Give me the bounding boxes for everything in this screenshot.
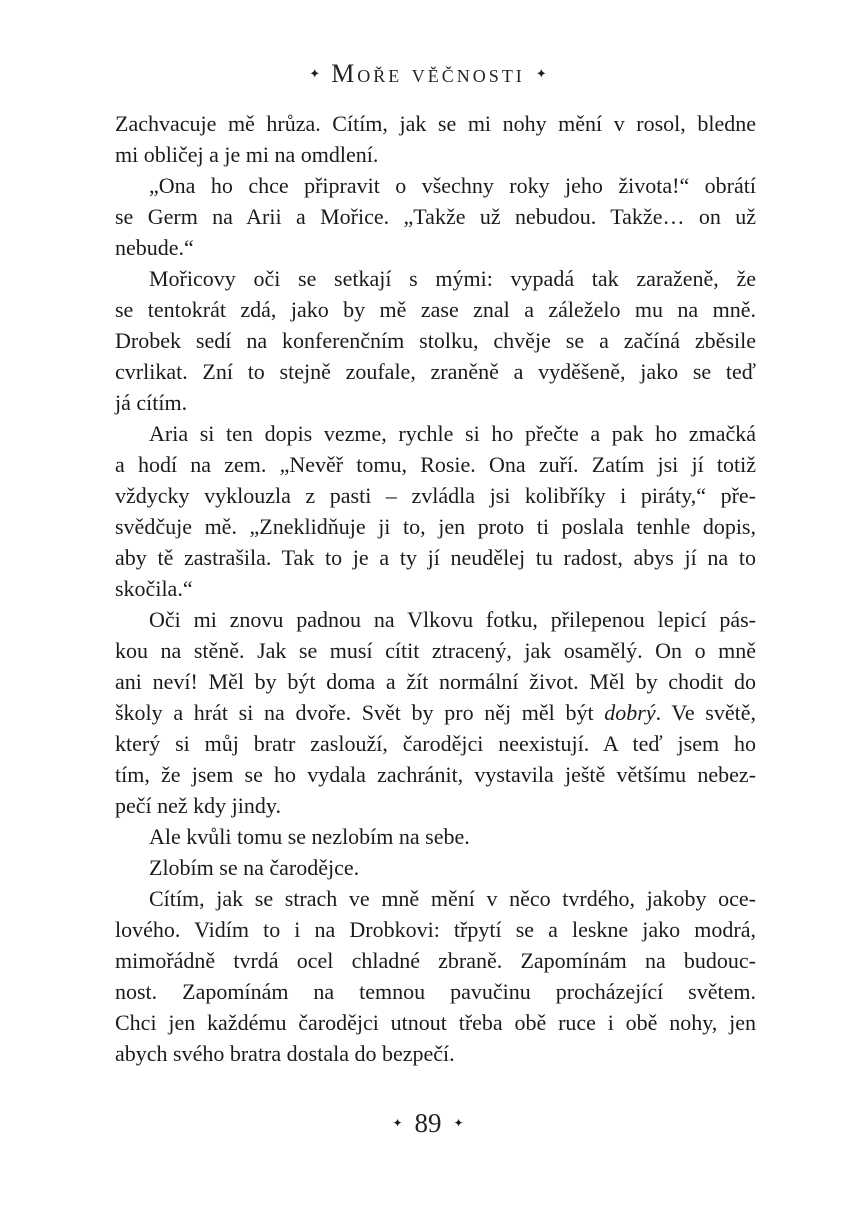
text-line: tím, že jsem se ho vydala zachránit, vystavila ještě většímu nebez- <box>115 762 756 787</box>
text-line: abych svého bratra dostala do bezpečí. <box>115 1041 455 1066</box>
text-line: Ale kvůli tomu se nezlobím na sebe. <box>149 824 470 849</box>
text-line: který si můj bratr zaslouží, čarodějci neexistují. A teď jsem ho <box>115 731 756 756</box>
text-line: a hodí na zem. „Nevěř tomu, Rosie. Ona zuří. Zatím jsi jí totiž <box>115 452 756 477</box>
text-line: pečí než kdy jindy. <box>115 793 281 818</box>
text-line: kou na stěně. Jak se musí cítit ztracený, jak osamělý. On o mně <box>115 638 756 663</box>
text-line: lového. Vidím to i na Drobkovi: třpytí se a leskne jako modrá, <box>115 917 756 942</box>
text-line: mi obličej a je mi na omdlení. <box>115 142 379 167</box>
text-line: Cítím, jak se strach ve mně mění v něco tvrdého, jakoby oce- <box>149 886 756 911</box>
text-line <box>115 697 756 728</box>
text-line: cvrlikat. Zní to stejně zoufale, zraněně a vyděšeně, jako se teď <box>115 359 756 384</box>
text-line: Oči mi znovu padnou na Vlkovu fotku, přilepenou lepicí pás- <box>149 607 756 632</box>
diamond-ornament-icon: ✦ <box>309 67 321 82</box>
text-line: svědčuje mě. „Zneklidňuje ji to, jen proto ti poslala tenhle dopis, <box>115 514 756 539</box>
diamond-ornament-icon: ✦ <box>392 1116 403 1130</box>
text-line: aby tě zastrašila. Tak to je a ty jí neudělej tu radost, abys jí na to <box>115 545 756 570</box>
text-line: Drobek sedí na konferenčním stolku, chvěje se a začíná zběsile <box>115 328 756 353</box>
text-line: ani neví! Měl by být doma a žít normální život. Měl by chodit do <box>115 669 756 694</box>
text-segment: školy a hrát si na dvoře. Svět by pro něj měl být <box>115 700 605 725</box>
page-number: 89 <box>414 1108 442 1138</box>
italic-text-segment: dobrý <box>604 700 656 725</box>
text-line: nost. Zapomínám na temnou pavučinu procházející světem. <box>115 979 756 1004</box>
chapter-title: Moře věčnosti <box>331 59 525 88</box>
diamond-ornament-icon: ✦ <box>535 67 547 82</box>
text-line: se tentokrát zdá, jako by mě zase znal a záleželo mu na mně. <box>115 297 756 322</box>
running-header <box>0 58 856 91</box>
text-line: mimořádně tvrdá ocel chladné zbraně. Zapomínám na budouc- <box>115 948 756 973</box>
text-line: Aria si ten dopis vezme, rychle si ho přečte a pak ho zmačká <box>149 421 756 446</box>
text-line: Chci jen každému čarodějci utnout třeba obě ruce i obě nohy, jen <box>115 1010 756 1035</box>
text-line: se Germ na Arii a Mořice. „Takže už nebudou. Takže… on už <box>115 204 756 229</box>
page-footer <box>0 1106 856 1140</box>
text-line: Zlobím se na čarodějce. <box>149 855 360 880</box>
text-line: skočila.“ <box>115 576 193 601</box>
text-line: já cítím. <box>115 390 188 415</box>
text-line: Zachvacuje mě hrůza. Cítím, jak se mi nohy mění v rosol, bledne <box>115 111 756 136</box>
text-line: Mořicovy oči se setkají s mými: vypadá tak zaraženě, že <box>149 266 756 291</box>
text-segment: . Ve světě, <box>655 700 756 725</box>
text-line: vždycky vyklouzla z pasti – zvládla jsi kolibříky i piráty,“ pře- <box>115 483 756 508</box>
text-line: „Ona ho chce připravit o všechny roky jeho života!“ obrátí <box>149 173 756 198</box>
text-block <box>115 108 756 1069</box>
text-line: nebude.“ <box>115 235 194 260</box>
diamond-ornament-icon: ✦ <box>453 1116 464 1130</box>
